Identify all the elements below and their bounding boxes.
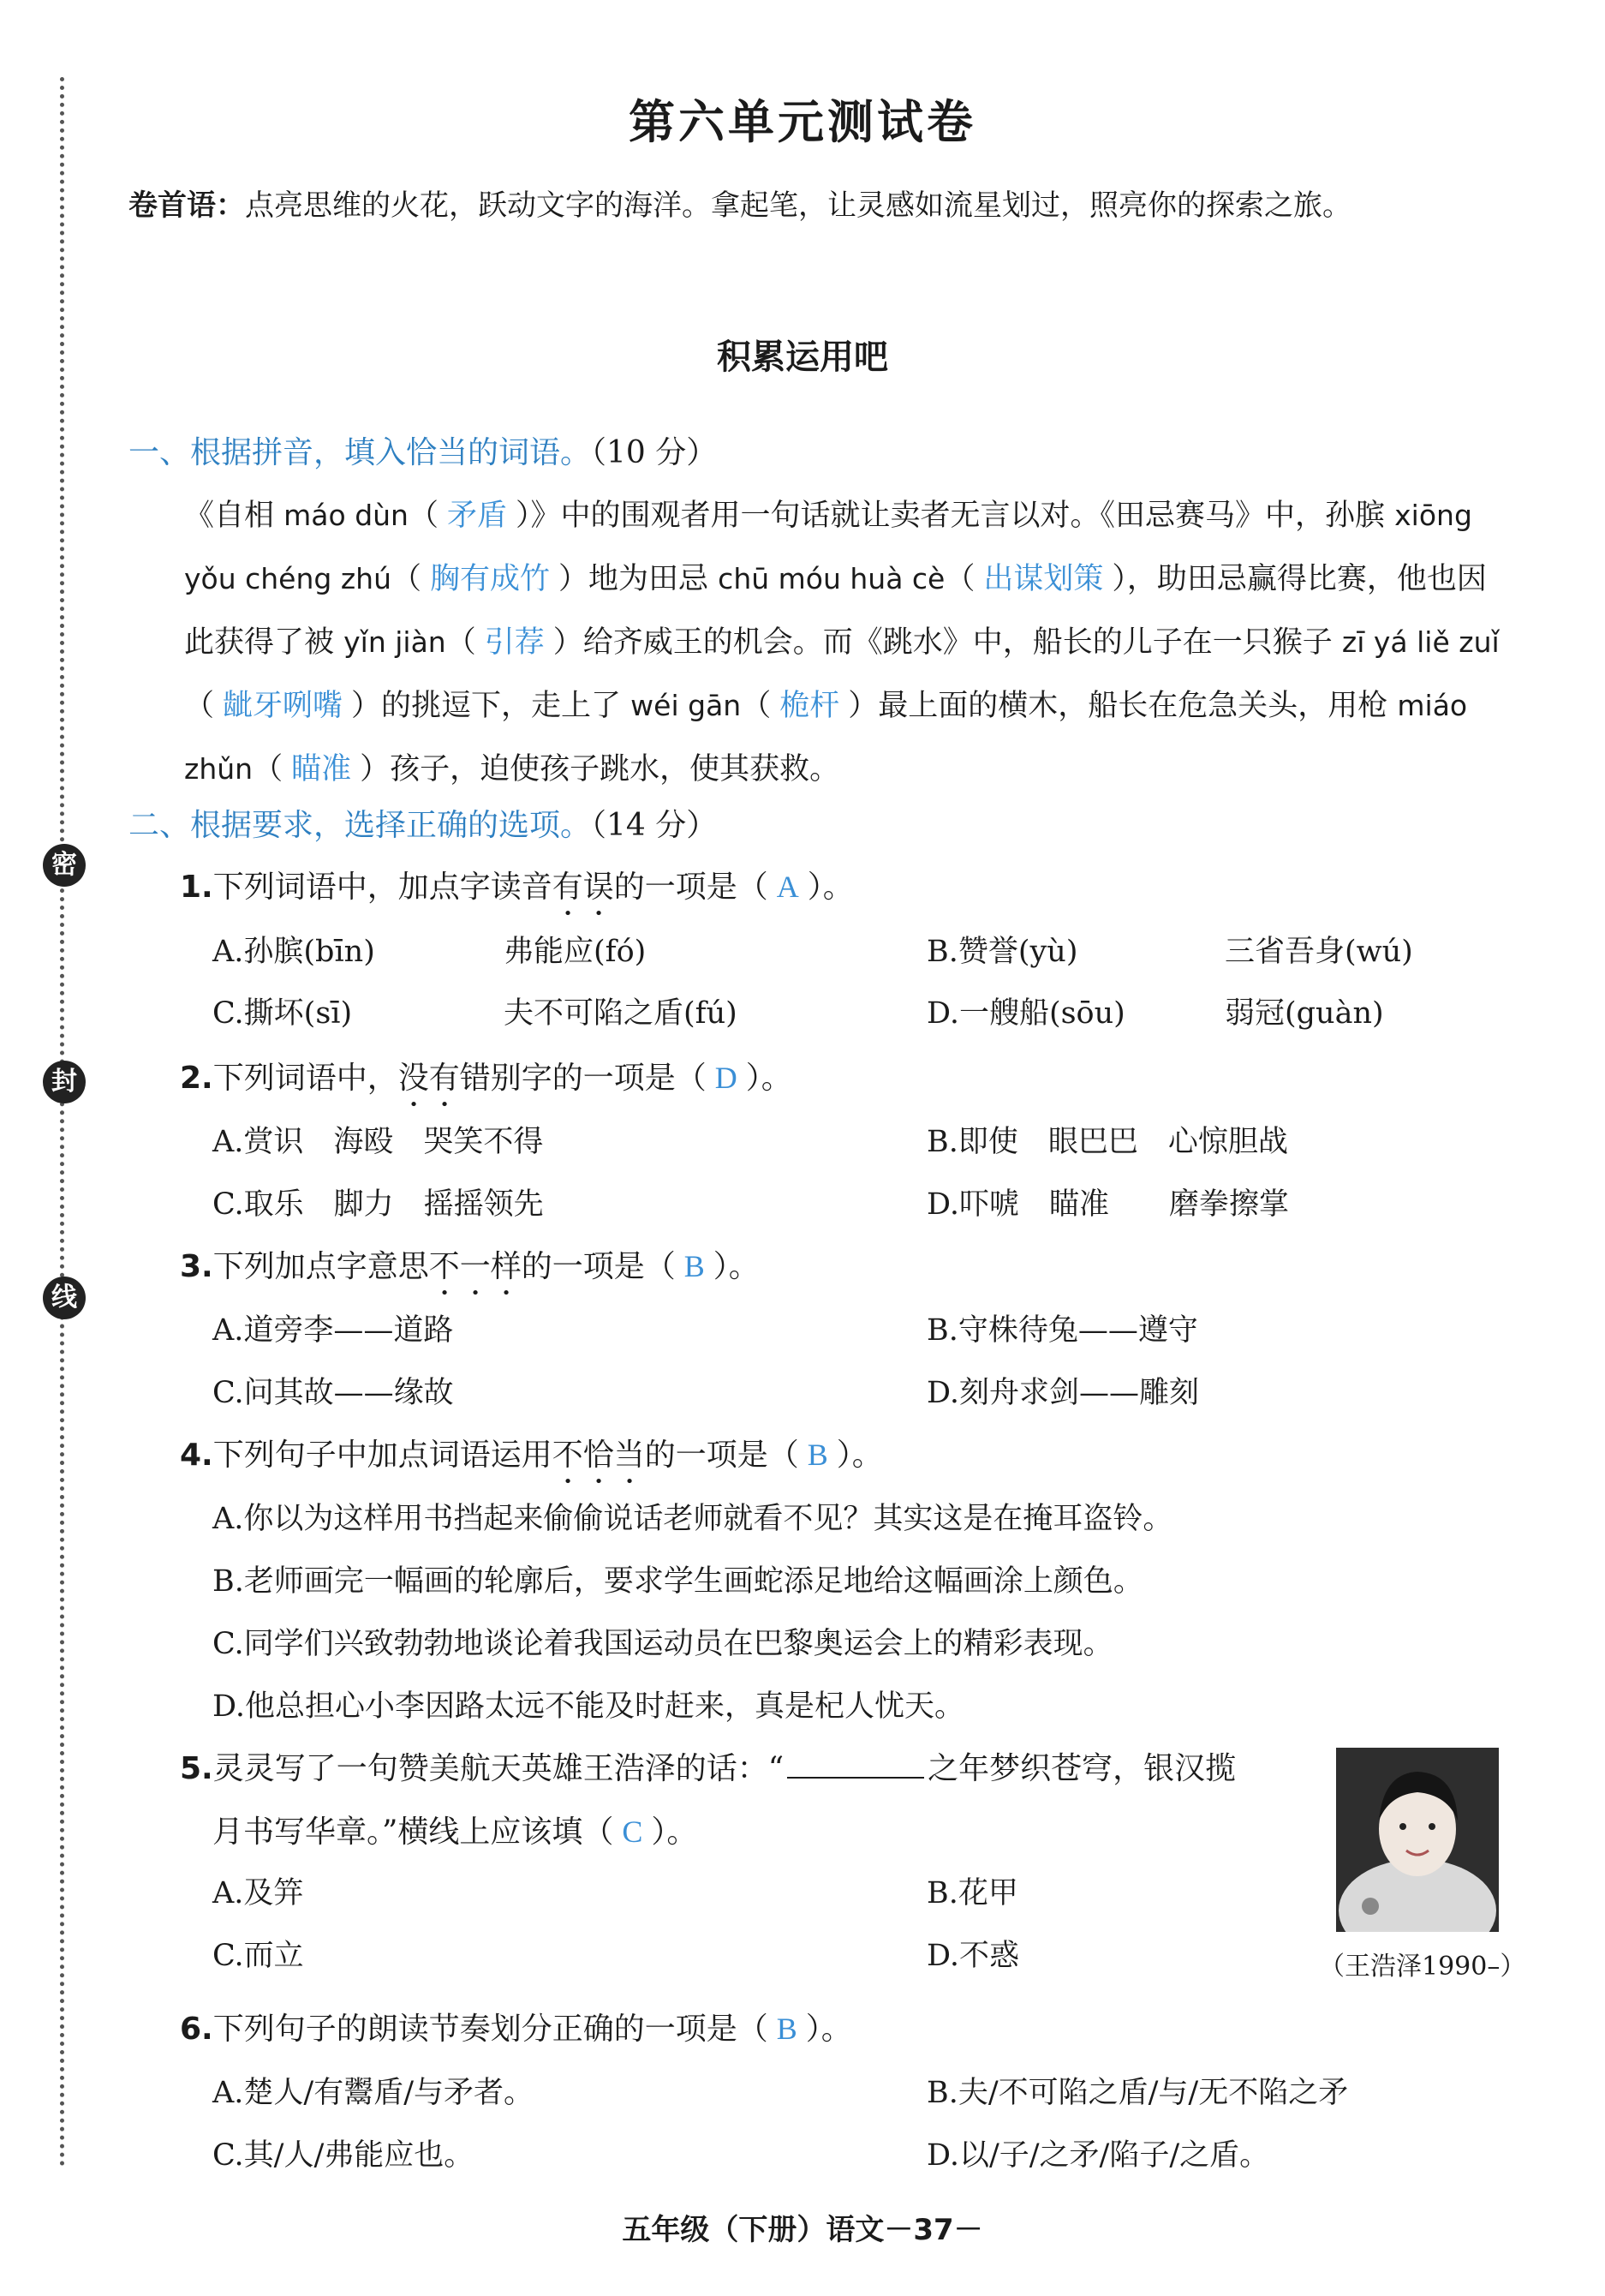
passage-text: ）》中的围观者用一句话就让卖者无言以对。《田忌赛马》中，孙膑 [516, 499, 1395, 533]
q1-option-b2: 三省吾身(wú) [1225, 935, 1413, 969]
q5-option-c: C.而立 [212, 1939, 304, 1973]
answer-text: A [776, 870, 799, 904]
q3-option-c: C.问其故——缘故 [212, 1376, 454, 1410]
passage-text: （ [741, 689, 772, 723]
question-number: 3. [180, 1249, 213, 1284]
seal-mark-mi: 密 [43, 844, 86, 887]
passage-text: ）孩子，迫使孩子跳水，使其获救。 [360, 752, 840, 786]
photo-caption: （王浩泽1990–） [1319, 1952, 1526, 1982]
passage-text: （ [391, 562, 422, 596]
passage-text: ）地为田忌 [558, 562, 719, 596]
passage-text: （ [184, 689, 215, 723]
q2-option-b: B.即使 眼巴巴 心惊胆战 [927, 1125, 1288, 1159]
passage-text: （ [445, 625, 476, 660]
q1-option-a: A.孙膑(bīn) [212, 935, 375, 969]
answer-text: 引荐 [484, 625, 545, 659]
q1-option-d2: 弱冠(guàn) [1225, 996, 1384, 1031]
question-stem: 之年梦织苍穹，银汉揽 [928, 1751, 1237, 1786]
question-5-cont [212, 1806, 697, 1858]
question-stem: 下列词语中，加点字读音 [212, 870, 552, 905]
q3-option-d: D.刻舟求剑——雕刻 [927, 1376, 1199, 1410]
passage-text: （ [408, 499, 439, 533]
q1-option-c: C.撕坏(sī) [212, 996, 353, 1031]
question-stem: 月书写华章。”横线上应该填（ [212, 1815, 614, 1850]
question-stem: ）。 [805, 2012, 852, 2047]
pinyin-text: miáo zhǔn [184, 689, 1468, 786]
pinyin-text: yǐn jiàn [343, 625, 446, 659]
answer-text: 桅杆 [779, 689, 840, 722]
section-group-title: 积累运用吧 [717, 338, 888, 377]
passage-text: ），助田忌赢得比赛，他也因此获得了被 [184, 562, 1487, 660]
answer-text: 龇牙咧嘴 [223, 689, 343, 722]
fill-blank-line [787, 1777, 924, 1779]
question-stem: ）。 [807, 870, 854, 905]
emphasis-word: 没有 [397, 1061, 460, 1096]
astronaut-photo [1336, 1748, 1499, 1932]
section2-heading [128, 801, 717, 845]
emphasis-word: 不恰当 [552, 1438, 645, 1473]
section1-heading [128, 428, 717, 472]
answer-text: B [807, 1438, 828, 1472]
section1-heading-text: 一、根据拼音，填入恰当的词语。 [128, 435, 592, 470]
q1-option-d: D.一艘船(sōu) [927, 996, 1125, 1031]
answer-text: D [714, 1061, 737, 1095]
question-stem: 下列句子的朗读节奏划分正确的一项是（ [212, 2012, 768, 2047]
q3-option-b: B.守株待兔——遵守 [927, 1313, 1198, 1348]
q5-option-d: D.不惑 [927, 1939, 1019, 1973]
question-number: 4. [180, 1438, 213, 1473]
passage-text: ）最上面的横木，船长在危急关头，用枪 [848, 689, 1398, 723]
passage-text: （ [945, 562, 976, 596]
q6-option-c: C.其/人/弗能应也。 [212, 2138, 474, 2173]
q4-option-c: C.同学们兴致勃勃地谈论着我国运动员在巴黎奥运会上的精彩表现。 [212, 1627, 1113, 1661]
q4-option-b: B.老师画完一幅画的轮廓后，要求学生画蛇添足地给这幅画涂上颜色。 [212, 1564, 1143, 1599]
question-number: 6. [180, 2012, 213, 2047]
question-stem: 下列词语中， [212, 1061, 398, 1096]
question-stem: ）。 [836, 1438, 883, 1473]
q6-option-b: B.夫/不可陷之盾/与/无不陷之矛 [927, 2076, 1349, 2110]
q1-option-b: B.赞誉(yù) [927, 935, 1078, 969]
answer-text: B [776, 2012, 797, 2046]
q5-option-a: A.及笄 [212, 1876, 304, 1910]
preface-text: 点亮思维的火花，跃动文字的海洋。拿起笔，让灵感如流星划过，照亮你的探索之旅。 [245, 188, 1351, 223]
pinyin-text: xiōng yǒu chéng zhú [184, 499, 1472, 595]
question-stem: 灵灵写了一句赞美航天英雄王浩泽的话：“ [212, 1751, 785, 1786]
binding-dotted-line [60, 77, 64, 2167]
question-number: 2. [180, 1061, 213, 1096]
answer-text: C [622, 1815, 643, 1849]
question-stem: ）。 [745, 1061, 792, 1096]
emphasis-word: 不一样 [428, 1249, 522, 1284]
q6-option-a: A.楚人/有鬻盾/与矛者。 [212, 2076, 534, 2110]
passage-text: ）给齐威王的机会。而《跳水》中，船长的儿子在一只猴子 [552, 625, 1342, 660]
passage-text: ）的挑逗下，走上了 [351, 689, 631, 723]
question-4 [180, 1429, 883, 1491]
question-stem: ）。 [651, 1815, 698, 1850]
answer-text: 矛盾 [446, 499, 507, 532]
question-stem: 下列句子中加点词语运用 [212, 1438, 552, 1473]
section1-passage [184, 484, 1512, 801]
passage-text: （ [253, 752, 283, 786]
q2-option-c: C.取乐 脚力 摇摇领先 [212, 1187, 544, 1222]
section1-score: （10 分） [591, 435, 718, 470]
question-number: 1. [180, 870, 213, 905]
answer-text: 胸有成竹 [430, 562, 551, 595]
q2-option-a: A.赏识 海殴 哭笑不得 [212, 1125, 544, 1159]
q4-option-a: A.你以为这样用书挡起来偷偷说话老师就看不见？其实这是在掩耳盗铃。 [212, 1502, 1173, 1536]
pinyin-text: chū móu huà cè [718, 562, 946, 595]
q2-option-d: D.吓唬 瞄准 磨拳擦掌 [927, 1187, 1289, 1222]
q5-option-b: B.花甲 [927, 1876, 1018, 1910]
q3-option-a: A.道旁李——道路 [212, 1313, 454, 1348]
passage-text: 《自相 [184, 499, 284, 533]
q4-option-d: D.他总担心小李因路太远不能及时赶来，真是杞人忧天。 [212, 1689, 964, 1724]
question-stem: ）。 [713, 1249, 760, 1284]
seal-mark-feng: 封 [43, 1061, 86, 1103]
question-stem: 错别字的一项是（ [459, 1061, 707, 1096]
emphasis-word: 有误 [552, 870, 614, 905]
question-5 [180, 1743, 1236, 1795]
question-stem: 下列加点字意思 [212, 1249, 429, 1284]
question-6 [180, 2003, 852, 2055]
question-3 [180, 1241, 760, 1302]
q6-option-d: D.以/子/之矛/陷子/之盾。 [927, 2138, 1270, 2173]
page-footer: 五年级（下册）语文－37－ [622, 2213, 983, 2247]
question-2 [180, 1052, 792, 1114]
question-stem: 的一项是（ [521, 1249, 676, 1284]
q1-option-c2: 夫不可陷之盾(fú) [504, 996, 737, 1031]
answer-text: B [683, 1249, 705, 1283]
question-1 [180, 861, 854, 923]
page-title: 第六单元测试卷 [629, 94, 976, 149]
section2-score: （14 分） [591, 808, 718, 843]
seal-mark-xian: 线 [43, 1277, 86, 1319]
preface [128, 171, 1516, 240]
question-number: 5. [180, 1751, 213, 1786]
pinyin-text: zī yá liě zuǐ [1341, 625, 1500, 659]
q1-option-a2: 弗能应(fó) [504, 935, 647, 969]
question-stem: 的一项是（ [613, 870, 768, 905]
section2-heading-text: 二、根据要求，选择正确的选项。 [128, 808, 592, 843]
preface-label: 卷首语： [128, 188, 245, 223]
pinyin-text: máo dùn [283, 499, 409, 532]
answer-text: 出谋划策 [983, 562, 1104, 595]
answer-text: 瞄准 [291, 752, 352, 786]
question-stem: 的一项是（ [644, 1438, 799, 1473]
pinyin-text: wéi gān [630, 689, 742, 722]
